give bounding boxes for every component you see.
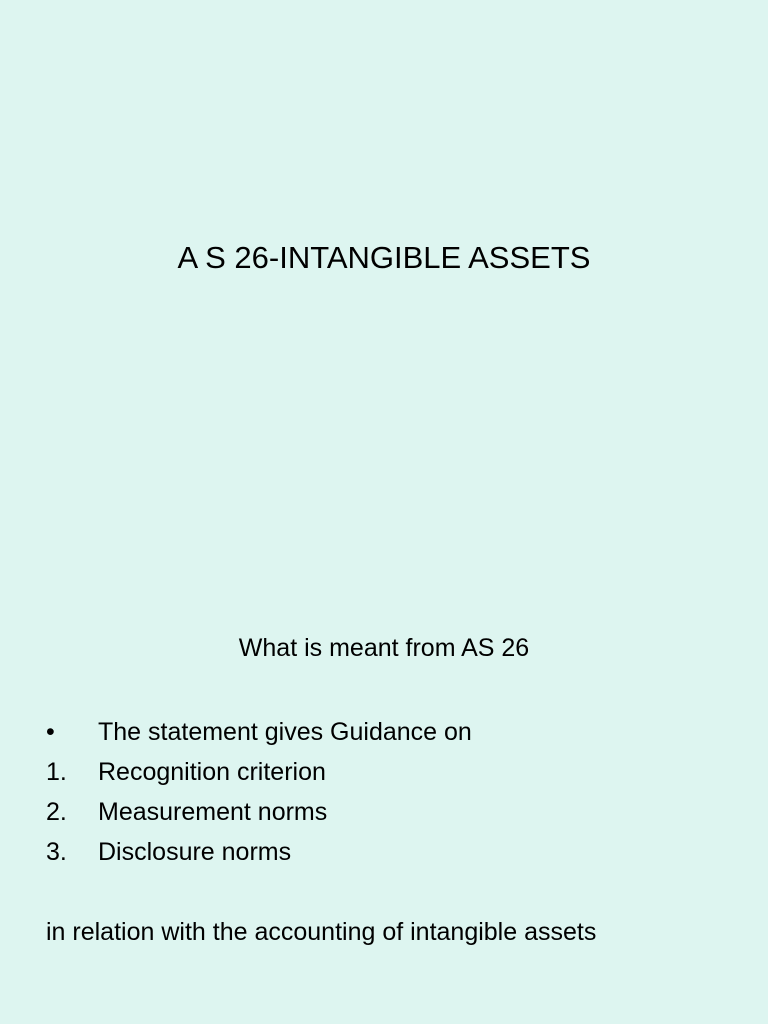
list-item-text: Measurement norms (98, 798, 328, 826)
slide-subtitle: What is meant from AS 26 (238, 634, 530, 662)
number-marker: 2. (46, 798, 67, 826)
slide-title: A S 26-INTANGIBLE ASSETS (177, 240, 591, 275)
list-item-text: Recognition criterion (98, 758, 326, 786)
number-marker: 3. (46, 838, 67, 866)
number-marker: 1. (46, 758, 67, 786)
list-item (46, 792, 472, 832)
list-item (46, 712, 472, 752)
guidance-list (46, 712, 472, 872)
list-item-text: The statement gives Guidance on (98, 718, 472, 746)
bullet-marker: • (46, 718, 55, 746)
list-item (46, 752, 472, 792)
slide-2 (0, 512, 768, 1024)
closing-text: in relation with the accounting of intangible assets (46, 918, 597, 946)
list-item-text: Disclosure norms (98, 838, 292, 866)
list-item (46, 832, 472, 872)
